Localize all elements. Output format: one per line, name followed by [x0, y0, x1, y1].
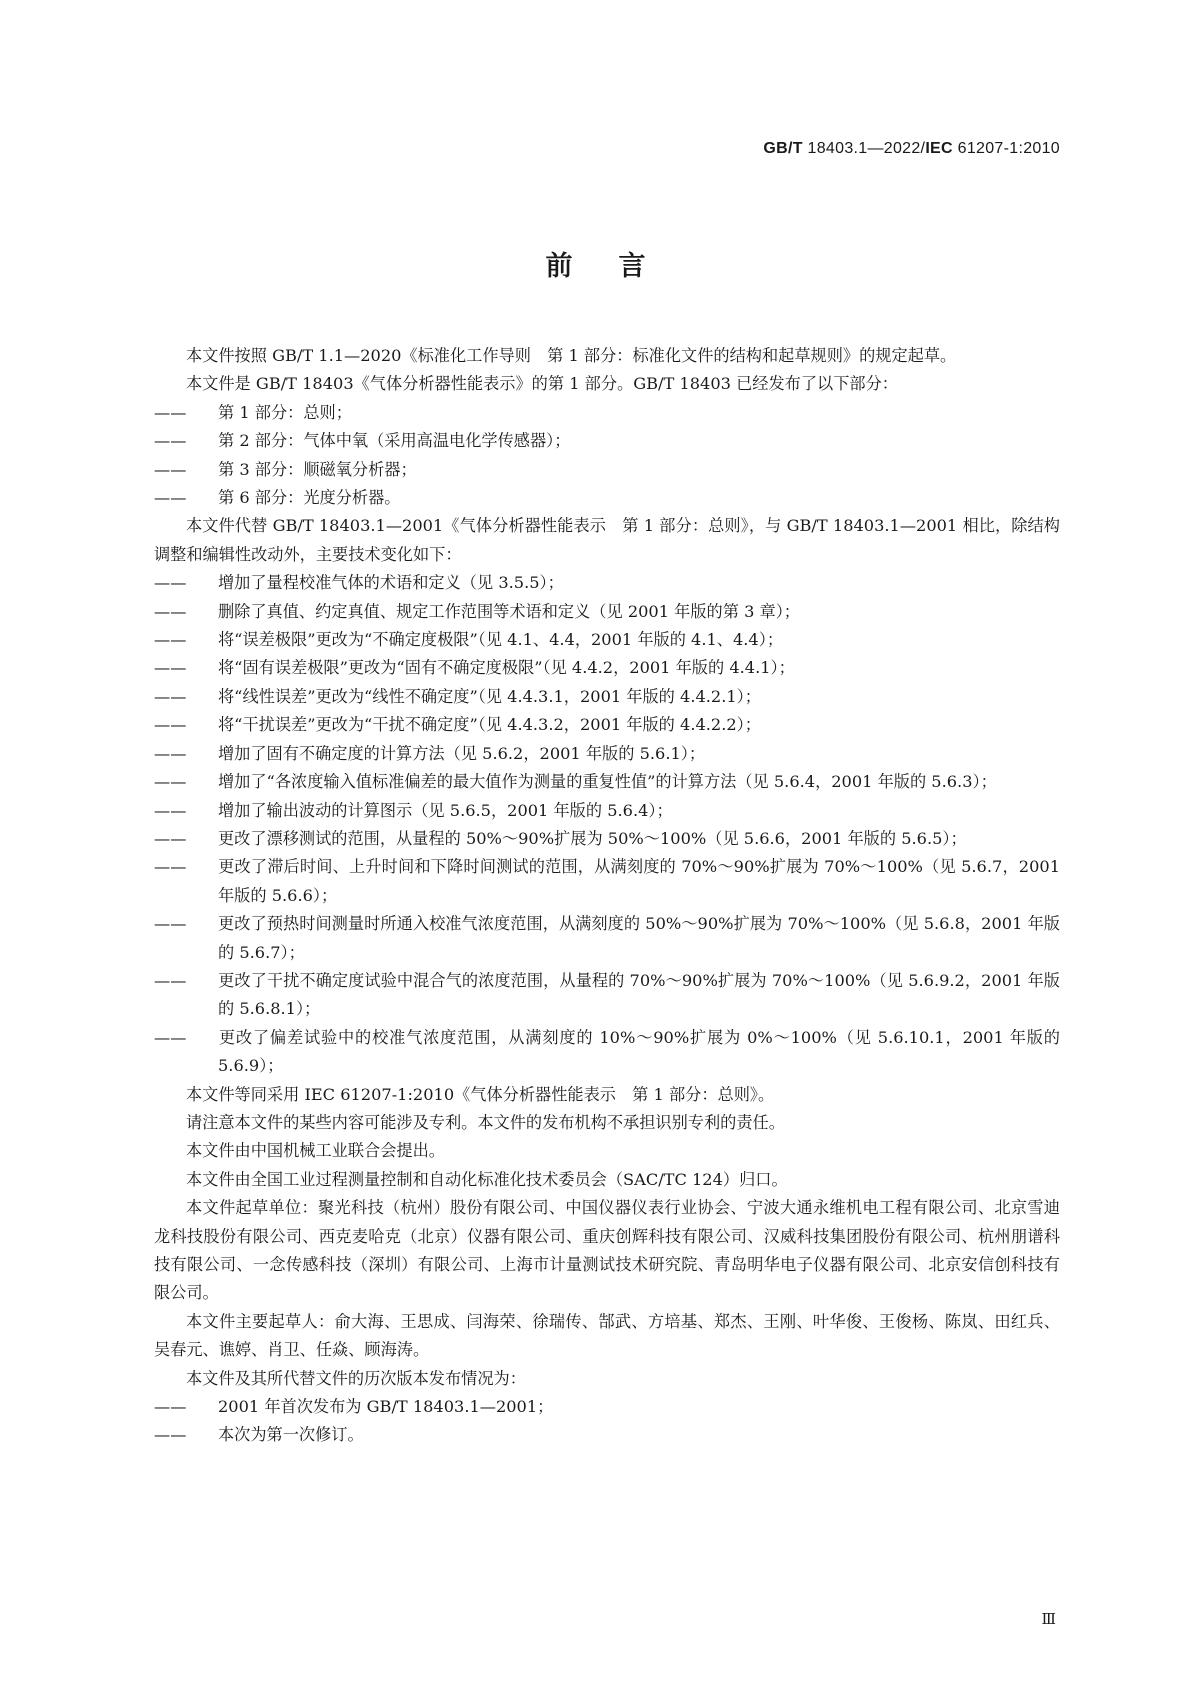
standard-label: GB/T: [763, 140, 803, 157]
paragraph-text: 将“干扰误差”更改为“干扰不确定度”（见 4.4.3.2，2001 年版的 4.4.2.2）；: [218, 715, 761, 735]
list-item: [154, 569, 1060, 597]
paragraph-text: 本文件是 GB/T 18403《气体分析器性能表示》的第 1 部分。GB/T 18403 已经发布了以下部分：: [186, 374, 898, 394]
list-dash: ——: [154, 431, 187, 451]
list-item: [154, 967, 1060, 1024]
list-item: [154, 1421, 1060, 1449]
paragraph: [154, 342, 1060, 370]
paragraph: [154, 1308, 1060, 1365]
list-item: [154, 768, 1060, 796]
list-dash: ——: [154, 772, 187, 792]
paragraph-text: 增加了量程校准气体的术语和定义（见 3.5.5）；: [218, 573, 564, 593]
document-body: [154, 342, 1060, 1450]
list-dash: ——: [154, 686, 187, 706]
list-item: [154, 456, 1060, 484]
list-dash: ——: [154, 743, 187, 763]
list-dash: ——: [154, 970, 187, 990]
paragraph-text: 第 6 部分：光度分析器。: [218, 488, 401, 508]
list-item: [154, 654, 1060, 682]
list-item: [154, 399, 1060, 427]
list-dash: ——: [154, 630, 187, 650]
list-item: [154, 910, 1060, 967]
list-dash: ——: [154, 459, 187, 479]
paragraph-text: 请注意本文件的某些内容可能涉及专利。本文件的发布机构不承担识别专利的责任。: [186, 1112, 785, 1132]
paragraph-text: 本文件按照 GB/T 1.1—2020《标准化工作导则 第 1 部分：标准化文件的结构和起草规则》的规定起草。: [186, 346, 957, 365]
list-dash: ——: [154, 573, 187, 593]
standard-number: 18403.1—2022/: [807, 140, 926, 157]
list-item: [154, 1024, 1060, 1081]
paragraph-text: 第 1 部分：总则；: [218, 402, 352, 422]
list-item: [154, 683, 1060, 711]
list-item: [154, 427, 1060, 455]
paragraph: [154, 1194, 1060, 1308]
list-dash: ——: [154, 800, 187, 820]
paragraph-text: 更改了滞后时间、上升时间和下降时间测试的范围，从满刻度的 70%～90%扩展为 70%～100%（见 5.6.7，2001 年版的 5.6.6）；: [218, 857, 1060, 905]
list-dash: ——: [154, 658, 187, 678]
paragraph-text: 将“误差极限”更改为“不确定度极限”（见 4.1、4.4，2001 年版的 4.1、4.4）；: [218, 630, 784, 650]
list-item: [154, 740, 1060, 768]
list-dash: ——: [154, 601, 187, 621]
list-item: [154, 711, 1060, 739]
paragraph-text: 第 3 部分：顺磁氧分析器；: [218, 459, 417, 479]
paragraph-text: 将“线性误差”更改为“线性不确定度”（见 4.4.3.1，2001 年版的 4.4.2.1）；: [218, 686, 761, 706]
list-item: [154, 626, 1060, 654]
list-dash: ——: [154, 402, 187, 422]
paragraph-text: 增加了“各浓度输入值标准偏差的最大值作为测量的重复性值”的计算方法（见 5.6.4，2001 年版的 5.6.3）；: [218, 772, 997, 792]
paragraph-text: 本文件由全国工业过程测量控制和自动化标准化技术委员会（SAC/TC 124）归口。: [186, 1169, 788, 1189]
paragraph: [154, 1081, 1060, 1109]
page-number: Ⅲ: [1041, 1610, 1056, 1628]
page-title: 前言: [545, 251, 692, 282]
list-dash: ——: [154, 857, 187, 877]
paragraph: [154, 1137, 1060, 1165]
list-item: [154, 1393, 1060, 1421]
paragraph: [154, 1166, 1060, 1194]
paragraph-text: 更改了预热时间测量时所通入校准气浓度范围，从满刻度的 50%～90%扩展为 70%～100%（见 5.6.8，2001 年版的 5.6.7）；: [218, 914, 1060, 962]
list-item: [154, 484, 1060, 512]
list-dash: ——: [154, 914, 187, 934]
list-dash: ——: [154, 1425, 187, 1445]
paragraph: [154, 1109, 1060, 1137]
paragraph-text: 增加了输出波动的计算图示（见 5.6.5，2001 年版的 5.6.4）；: [218, 800, 673, 820]
paragraph-text: 更改了偏差试验中的校准气浓度范围，从满刻度的 10%～90%扩展为 0%～100%（见 5.6.10.1，2001 年版的 5.6.9）；: [218, 1027, 1060, 1076]
paragraph-text: 更改了干扰不确定度试验中混合气的浓度范围，从量程的 70%～90%扩展为 70%～100%（见 5.6.9.2，2001 年版的 5.6.8.1）；: [218, 970, 1060, 1019]
list-dash: ——: [154, 1397, 187, 1417]
paragraph-text: 本文件主要起草人：俞大海、王思成、闫海荣、徐瑞传、郜武、方培基、郑杰、王刚、叶华俊、王俊杨、陈岚、田红兵、吴春元、谯婷、肖卫、任焱、顾海涛。: [154, 1311, 1060, 1360]
paragraph-text: 本文件等同采用 IEC 61207-1:2010《气体分析器性能表示 第 1 部分：总则》。: [186, 1084, 775, 1104]
list-dash: ——: [154, 828, 187, 848]
paragraph-text: 本文件代替 GB/T 18403.1—2001《气体分析器性能表示 第 1 部分：总则》，与 GB/T 18403.1—2001 相比，除结构调整和编辑性改动外，主要技术变化如下：: [154, 516, 1060, 564]
paragraph-text: 本文件由中国机械工业联合会提出。: [186, 1141, 445, 1161]
iec-label: IEC: [925, 140, 953, 157]
paragraph-text: 第 2 部分：气体中氧（采用高温电化学传感器）；: [218, 431, 571, 451]
paragraph: [154, 1365, 1060, 1393]
list-item: [154, 825, 1060, 853]
paragraph-text: 更改了漂移测试的范围，从量程的 50%～90%扩展为 50%～100%（见 5.6.6，2001 年版的 5.6.5）；: [218, 828, 967, 848]
paragraph-text: 2001 年首次发布为 GB/T 18403.1—2001；: [218, 1397, 554, 1417]
list-item: [154, 598, 1060, 626]
list-dash: ——: [154, 1027, 187, 1047]
paragraph-text: 本次为第一次修订。: [218, 1425, 364, 1445]
paragraph-text: 本文件起草单位：聚光科技（杭州）股份有限公司、中国仪器仪表行业协会、宁波大通永维机电工程有限公司、北京雪迪龙科技股份有限公司、西克麦哈克（北京）仪器有限公司、重庆创辉科技有限公司、汉威科技集团股份有限公司、杭州朋谱科技有限公司、一念传感科技（深圳）有限公司、上海市计量测试技术研究院、青岛明华电子仪器有限公司、北京安信创科技有限公司。: [154, 1198, 1060, 1303]
list-item: [154, 853, 1060, 910]
list-dash: ——: [154, 488, 187, 508]
paragraph-text: 增加了固有不确定度的计算方法（见 5.6.2，2001 年版的 5.6.1）；: [218, 743, 706, 763]
iec-number: 61207-1:2010: [957, 140, 1060, 157]
paragraph-text: 删除了真值、约定真值、规定工作范围等术语和定义（见 2001 年版的第 3 章）；: [218, 601, 800, 621]
list-item: [154, 797, 1060, 825]
list-dash: ——: [154, 715, 187, 735]
paragraph-text: 本文件及其所代替文件的历次版本发布情况为：: [186, 1368, 526, 1388]
standard-header: [763, 140, 1060, 158]
paragraph: [154, 512, 1060, 569]
paragraph-text: 将“固有误差极限”更改为“固有不确定度极限”（见 4.4.2，2001 年版的 4.4.1）；: [218, 658, 795, 678]
paragraph: [154, 370, 1060, 398]
